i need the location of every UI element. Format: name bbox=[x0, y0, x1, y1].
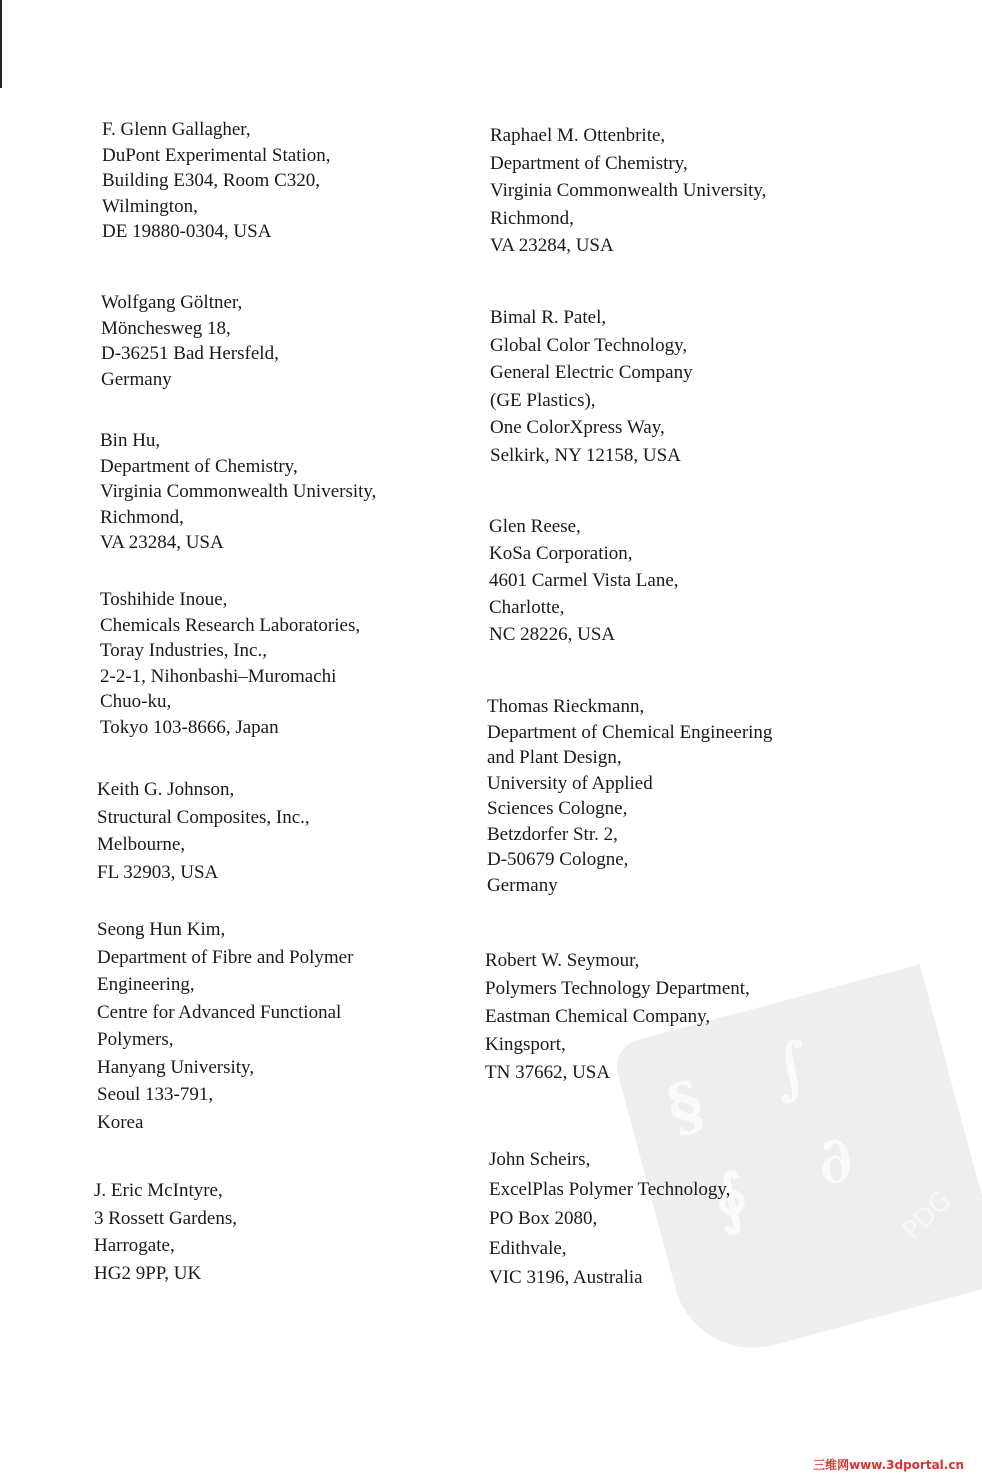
address-line: DE 19880-0304, USA bbox=[102, 221, 272, 242]
watermark-pdg-text: PDG bbox=[896, 1185, 958, 1247]
address-line: Polymers Technology Department, bbox=[485, 978, 750, 999]
contributor-entry bbox=[487, 694, 772, 898]
contributor-name: Raphael M. Ottenbrite, bbox=[490, 125, 666, 146]
footer-watermark-link[interactable]: 三维网www.3dportal.cn bbox=[813, 1458, 964, 1472]
contributor-name: Robert W. Seymour, bbox=[485, 950, 640, 971]
address-line: Department of Chemistry, bbox=[100, 455, 298, 477]
address-line: Engineering, bbox=[97, 974, 195, 995]
address-line: 4601 Carmel Vista Lane, bbox=[489, 570, 679, 591]
contributor-entry bbox=[100, 428, 376, 556]
address-line: and Plant Design, bbox=[487, 747, 622, 768]
address-line: Tokyo 103-8666, Japan bbox=[100, 716, 279, 738]
contributor-entry bbox=[485, 947, 750, 1087]
contributor-name: Toshihide Inoue, bbox=[100, 589, 228, 610]
address-line: 2-2-1, Nihonbashi–Muromachi bbox=[100, 665, 337, 687]
contributor-name: Glen Reese, bbox=[489, 516, 581, 537]
address-line: Department of Chemistry, bbox=[490, 152, 688, 174]
contributor-entry bbox=[97, 776, 310, 886]
contributor-entry bbox=[101, 290, 279, 392]
address-line: Melbourne, bbox=[97, 834, 186, 855]
address-line: FL 32903, USA bbox=[97, 861, 219, 883]
address-line: Richmond, bbox=[100, 506, 184, 528]
address-line: ExcelPlas Polymer Technology, bbox=[489, 1178, 731, 1200]
contributor-entry bbox=[490, 122, 766, 260]
address-line: Germany bbox=[487, 874, 558, 896]
address-line: Department of Fibre and Polymer bbox=[97, 946, 354, 968]
address-line: Harrogate, bbox=[94, 1235, 175, 1256]
contributor-name: F. Glenn Gallagher, bbox=[102, 119, 251, 140]
contributor-entry bbox=[97, 916, 353, 1136]
address-line: Chuo-ku, bbox=[100, 691, 172, 712]
contributor-name: J. Eric McIntyre, bbox=[94, 1180, 223, 1201]
address-line: Virginia Commonwealth University, bbox=[490, 180, 767, 201]
address-line: Wilmington, bbox=[102, 195, 198, 217]
address-line: Kingsport, bbox=[485, 1034, 566, 1055]
address-line: NC 28226, USA bbox=[489, 624, 616, 645]
address-line: KoSa Corporation, bbox=[489, 543, 633, 564]
address-line: Polymers, bbox=[97, 1029, 174, 1050]
address-line: PO Box 2080, bbox=[489, 1208, 598, 1229]
address-line: Charlotte, bbox=[489, 597, 565, 618]
contributor-entry bbox=[94, 1177, 237, 1287]
address-line: Edithvale, bbox=[489, 1237, 567, 1259]
address-line: Global Color Technology, bbox=[490, 334, 688, 356]
watermark-glyph: § bbox=[659, 1066, 712, 1148]
contributor-entry bbox=[489, 1145, 730, 1293]
address-line: (GE Plastics), bbox=[490, 389, 596, 411]
address-line: TN 37662, USA bbox=[485, 1062, 611, 1083]
watermark-glyph: ∫ bbox=[763, 1027, 819, 1110]
watermark-glyph: ∂ bbox=[808, 1119, 862, 1202]
address-line: Sciences Cologne, bbox=[487, 798, 628, 819]
address-line: Hanyang University, bbox=[97, 1056, 255, 1078]
address-line: General Electric Company bbox=[490, 362, 693, 383]
contributor-entry bbox=[102, 117, 331, 245]
address-line: Chemicals Research Laboratories, bbox=[100, 614, 361, 636]
contributor-name: Thomas Rieckmann, bbox=[487, 696, 645, 717]
address-line: DuPont Experimental Station, bbox=[102, 144, 331, 166]
address-line: Korea bbox=[97, 1111, 144, 1133]
contributor-entry bbox=[489, 513, 679, 648]
address-line: Virginia Commonwealth University, bbox=[100, 481, 377, 502]
contributor-entry bbox=[100, 587, 360, 740]
address-line: D-36251 Bad Hersfeld, bbox=[101, 343, 279, 364]
contributor-name: Bin Hu, bbox=[100, 430, 161, 451]
contributor-name: John Scheirs, bbox=[489, 1149, 591, 1170]
contributor-name: Bimal R. Patel, bbox=[490, 307, 607, 328]
address-line: Betzdorfer Str. 2, bbox=[487, 823, 618, 845]
address-line: One ColorXpress Way, bbox=[490, 417, 665, 438]
address-line: VA 23284, USA bbox=[100, 532, 224, 553]
address-line: University of Applied bbox=[487, 772, 653, 794]
address-line: Germany bbox=[101, 368, 172, 390]
address-line: D-50679 Cologne, bbox=[487, 849, 629, 870]
address-line: Seoul 133-791, bbox=[97, 1084, 214, 1105]
address-line: Department of Chemical Engineering bbox=[487, 721, 773, 743]
address-line: Mönchesweg 18, bbox=[101, 317, 231, 339]
address-line: VIC 3196, Australia bbox=[489, 1267, 643, 1288]
address-line: Richmond, bbox=[490, 207, 574, 229]
address-line: Structural Composites, Inc., bbox=[97, 806, 310, 828]
address-line: Building E304, Room C320, bbox=[102, 170, 320, 191]
page-edge-mark bbox=[0, 0, 2, 88]
address-line: VA 23284, USA bbox=[490, 235, 614, 256]
address-line: Centre for Advanced Functional bbox=[97, 1001, 342, 1023]
address-line: Selkirk, NY 12158, USA bbox=[490, 444, 681, 466]
address-line: HG2 9PP, UK bbox=[94, 1262, 202, 1284]
contributor-name: Seong Hun Kim, bbox=[97, 919, 226, 940]
address-line: Toray Industries, Inc., bbox=[100, 640, 267, 661]
watermark-glyph: ∮ bbox=[704, 1158, 757, 1240]
contributor-name: Wolfgang Göltner, bbox=[101, 292, 243, 313]
address-line: 3 Rossett Gardens, bbox=[94, 1207, 238, 1229]
contributor-name: Keith G. Johnson, bbox=[97, 779, 235, 800]
address-line: Eastman Chemical Company, bbox=[485, 1006, 711, 1027]
contributor-entry bbox=[490, 304, 693, 469]
